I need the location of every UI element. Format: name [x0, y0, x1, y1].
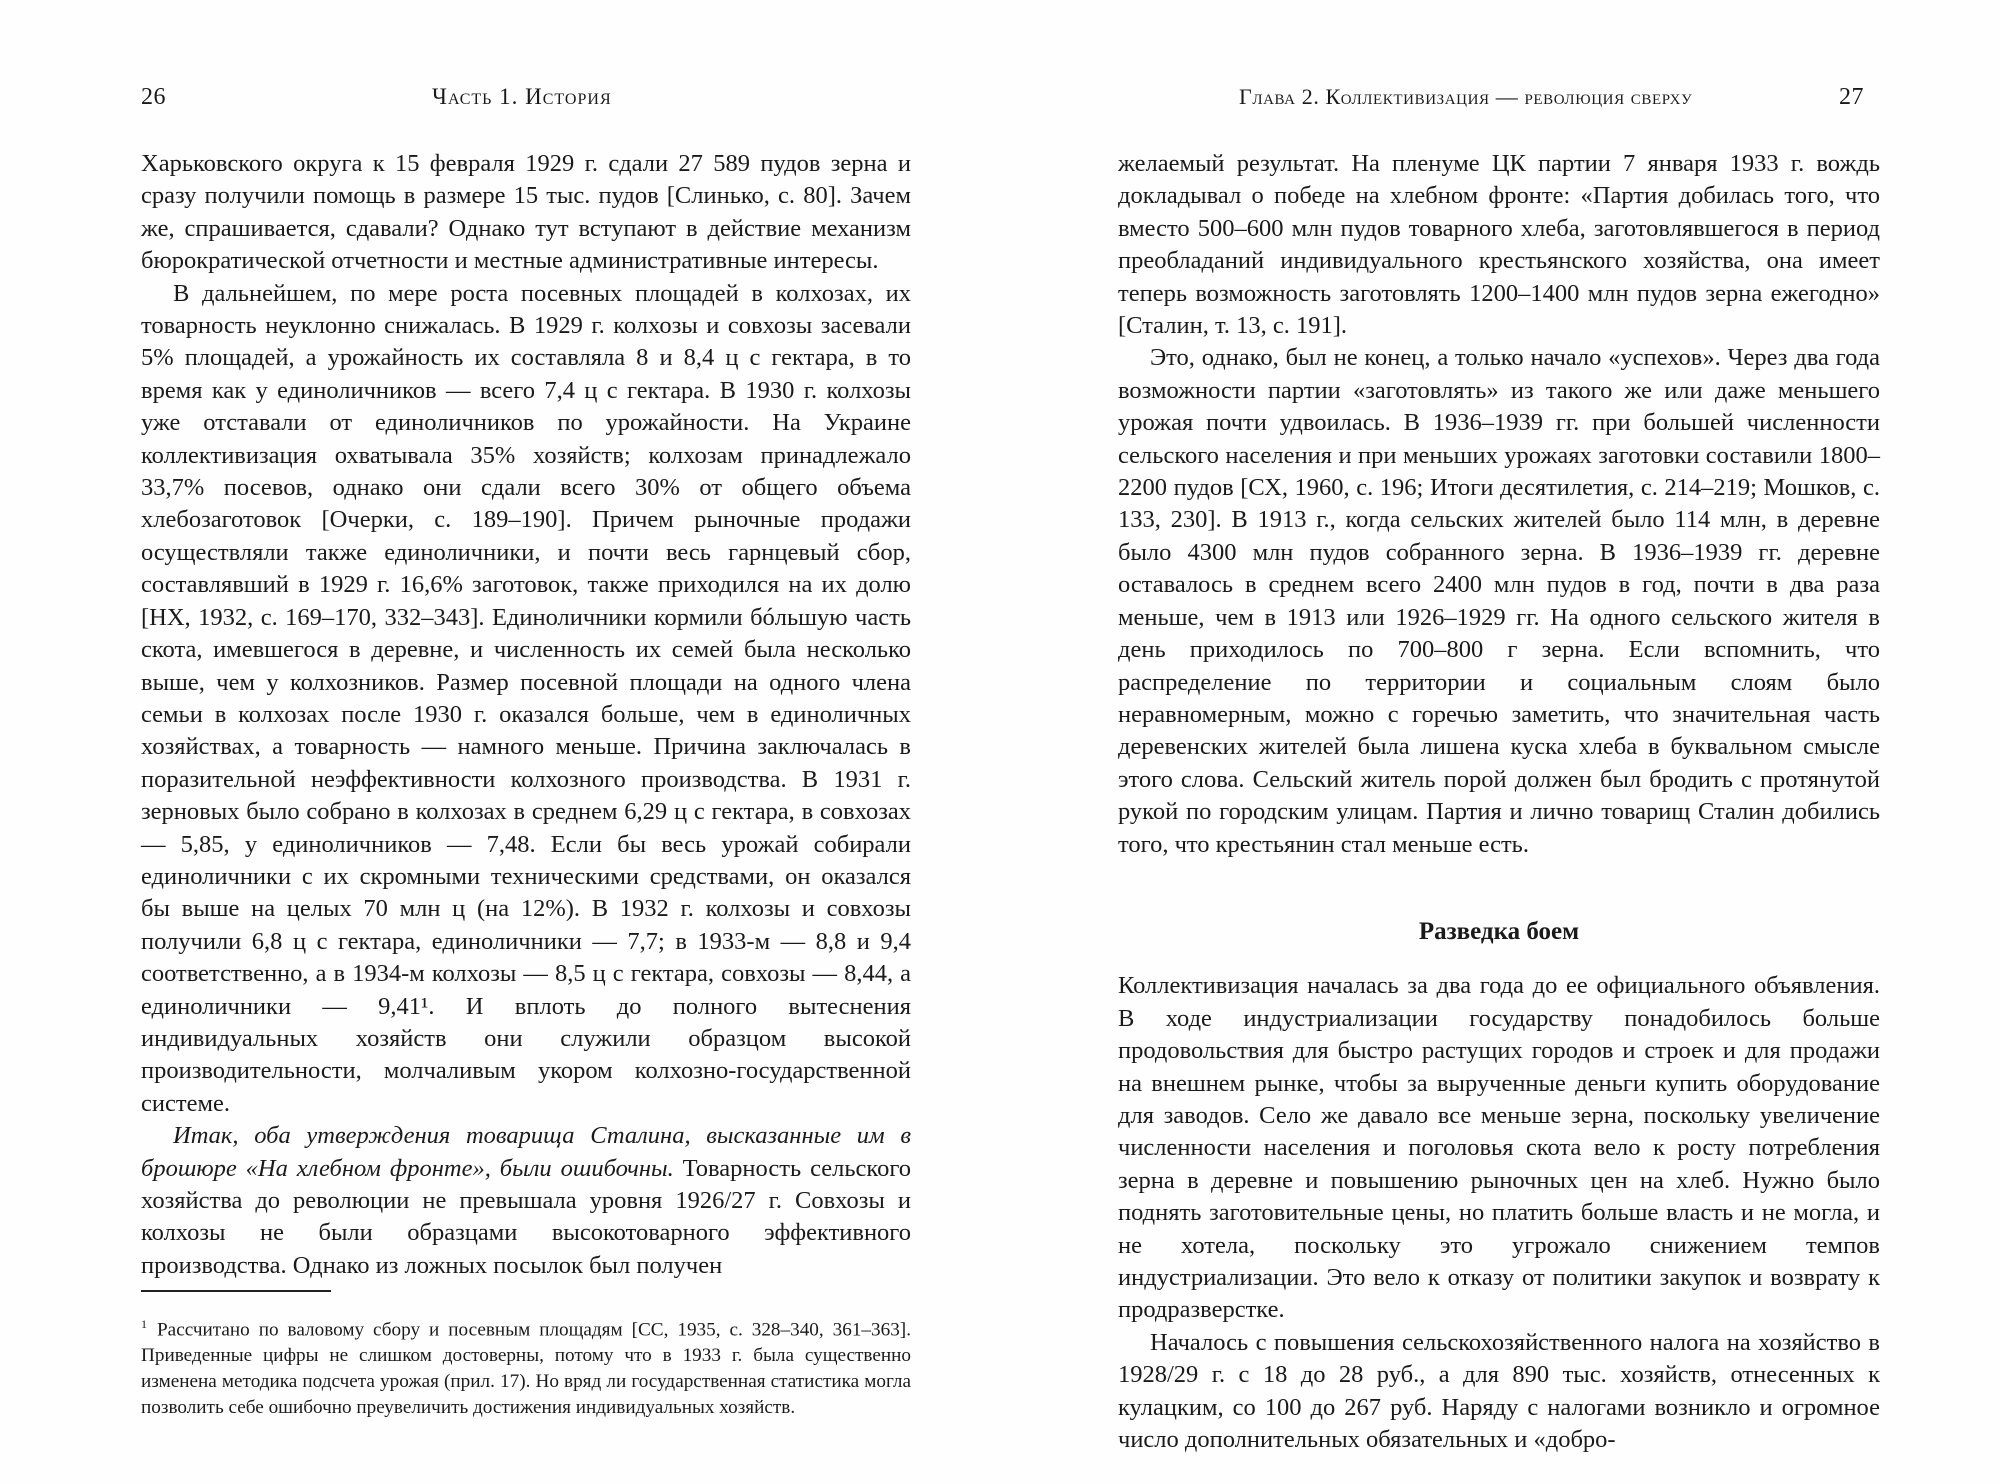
- paragraph-conclusion: [141, 1120, 911, 1282]
- page-number-left: 26: [141, 84, 166, 110]
- section-heading: Разведка боем: [1418, 917, 1580, 945]
- paragraph: В дальнейшем, по мере роста посевных площадей в колхозах, их товарность неуклонно снижалась. В 1929 г. колхозы и совхозы засевали 5% площадей, а урожайность их составляла 8 и 8,4 ц с гектара, в то время как у единоличников — всего 7,4 ц с гектара. В 1930 г. колхозы уже отставали от единоличников по урожайности. На Украине коллективизация охватывала 35% хозяйств; колхозам принадлежало 33,7% посевов, однако они сдали всего 30% от общего объема хлебозаготовок [Очерки, с. 189–190]. Причем рыночные продажи осуществляли также единоличники, и почти весь гарнцевый сбор, составлявший в 1929 г. 16,6% заготовок, также приходился на их долю [НХ, 1932, с. 169–170, 332–343]. Единоличники кормили бóльшую часть скота, имевшегося в деревне, и численность их семей была несколько выше, чем у колхозников. Размер посевной площади на одного члена семьи в колхозах после 1930 г. оказался больше, чем в единоличных хозяйствах, а товарность — намного меньше. Причина заключалась в поразительной неэффективности колхозного производства. В 1931 г. зерновых было собрано в колхозах в среднем 6,29 ц с гектара, в совхозах — 5,85, у единоличников — 7,48. Если бы весь урожай собирали единоличники с их скромными техническими средствами, он оказался бы выше на целых 70 млн ц (на 12%). В 1932 г. колхозы и совхозы получили 6,8 ц с гектара, единоличники — 7,7; в 1933-м — 8,8 и 9,4 соответственно, а в 1934-м колхозы — 8,5 ц с гектара, совхозы — 8,44, а единоличники — 9,41¹. И вплоть до полного вытеснения индивидуальных хозяйств они служили образцом высокой производительности, молчаливым укором колхозно-государственной системе.: [141, 279, 911, 1117]
- right-page: [1000, 0, 2000, 1484]
- footnote: [141, 1312, 911, 1421]
- paragraph: Началось с повышения сельскохозяйственного налога на хозяйство в 1928/29 г. с 18 до 28 руб., а для 890 тыс. хозяйств, отнесенных к кулацким, со 100 до 267 руб. Наряду с налогами возникло и огромное число дополнительных обязательных и «добро-: [1118, 1328, 1880, 1454]
- footnote-text: Рассчитано по валовому сбору и посевным площадям [СС, 1935, с. 328–340, 361–363]. Приведенные цифры не слишком достоверны, потому что в 1933 г. была существенно изменена методика подсчета урожая (прил. 17). Но вряд ли государственная статистика могла позволить себе ошибочно преувеличить достижения индивидуальных хозяйств.: [141, 1319, 911, 1418]
- italic-lead: Итак, оба утверждения товарища Сталина, высказанные им в брошюре «На хлебном фронте», были ошибочны.: [141, 1122, 911, 1182]
- paragraph-rest: Товарность сельского хозяйства до революции не превышала уровня 1926/27 г. Совхозы и колхозы не были образцами высокотоварного эффективного производства. Однако из ложных посылок был получен: [141, 1154, 912, 1279]
- left-page-body: [141, 148, 911, 1282]
- footnote-mark: 1: [141, 1317, 147, 1331]
- page-number-right: 27: [1839, 84, 1864, 110]
- paragraph: Это, однако, был не конец, а только начало «успехов». Через два года возможности партии «заготовлять» из такого же или даже меньшего урожая почти удвоилась. В 1936–1939 гг. при большей численности сельского населения и при меньших урожаях заготовки составили 1800–2200 пудов [СХ, 1960, с. 196; Итоги десятилетия, с. 214–219; Мошков, с. 133, 230]. В 1913 г., когда сельских жителей было 114 млн, в деревне было 4300 млн пудов собранного зерна. В 1936–1939 гг. деревне оставалось в среднем всего 2400 млн пудов в год, почти в два раза меньше, чем в 1913 или 1926–1929 гг. На одного сельского жителя в день приходилось по 700–800 г зерна. Если вспомнить, что распределение по территории и социальным слоям было неравномерным, можно с горечью заметить, что значительная часть деревенских жителей была лишена куска хлеба в буквальном смысле этого слова. Сельский житель порой должен был бродить с протянутой рукой по городским улицам. Партия и лично товарищ Сталин добились того, что крестьянин стал меньше есть.: [1118, 344, 1880, 858]
- running-head-left: Часть 1. История: [432, 84, 612, 109]
- paragraph: желаемый результат. На пленуме ЦК партии 7 января 1933 г. вождь докладывал о победе на хлебном фронте: «Партия добилась того, что вместо 500–600 млн пудов товарного хлеба, заготовлявшегося в период преобладаний индивидуального крестьянского хозяйства, она имеет теперь возможность заготовлять 1200–1400 млн пудов зерна ежегодно» [Сталин, т. 13, с. 191].: [1118, 150, 1880, 340]
- running-head-right: Глава 2. Коллективизация — революция сверху: [1239, 84, 1693, 109]
- paragraph: Коллективизация началась за два года до ее официального объявления. В ходе индустриализации государству понадобилось больше продовольствия для быстро растущих городов и строек и для продажи на внешнем рынке, чтобы за вырученные деньги купить оборудование для заводов. Село же давало все меньше зерна, поскольку увеличение численности населения и поголовья скота вело к росту потребления зерна в деревне и повышению рыночных цен на хлеб. Нужно было поднять заготовительные цены, но платить больше власть и не могла, и не хотела, поскольку это угрожало снижением темпов индустриализации. Это вело к отказу от политики закупок и возврату к продразверстке.: [1118, 972, 1880, 1324]
- paragraph: Харьковского округа к 15 февраля 1929 г. сдали 27 589 пудов зерна и сразу получили помощь в размере 15 тыс. пудов [Слинько, с. 80]. Зачем же, спрашивается, сдавали? Однако тут вступают в действие механизм бюрократической отчетности и местные административные интересы.: [141, 150, 911, 275]
- footnote-rule: [141, 1290, 331, 1292]
- right-page-body: [1118, 148, 1880, 1456]
